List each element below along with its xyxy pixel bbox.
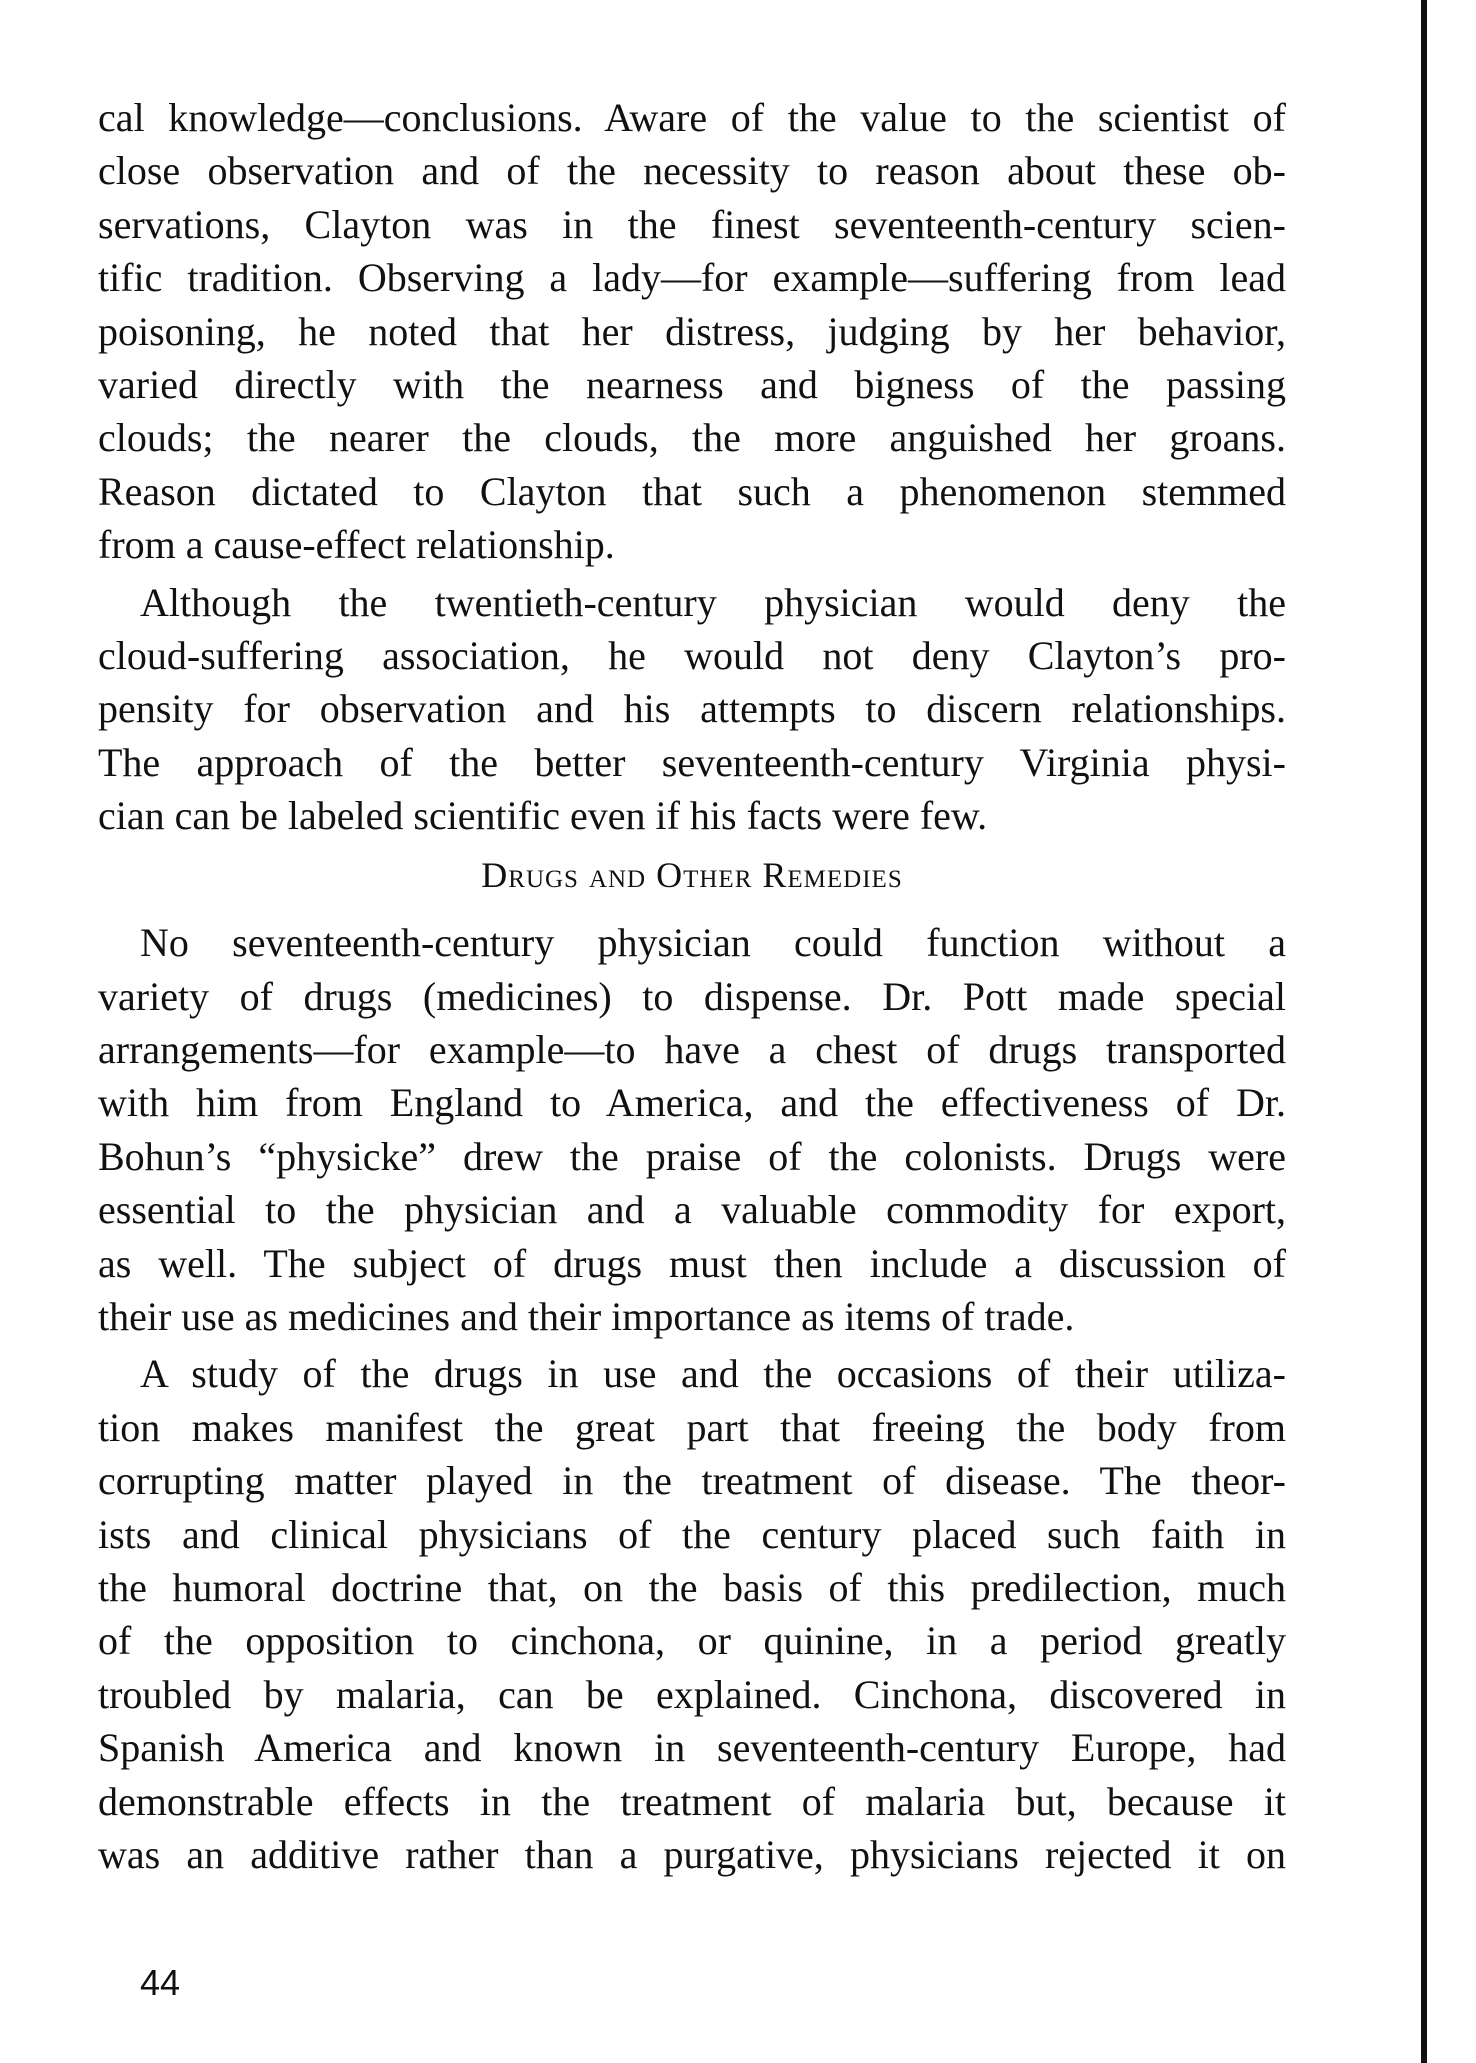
text-line: poisoning, he noted that her distress, judging by her behavior,	[98, 308, 1286, 354]
text-line: essential to the physician and a valuable commodity for export,	[98, 1187, 1286, 1233]
section-after-heading	[98, 916, 1286, 1881]
text-line: varied directly with the nearness and bigness of the passing	[98, 362, 1286, 408]
text-line: close observation and of the necessity to reason about these ob-	[98, 148, 1286, 194]
text-line: from a cause-effect relationship.	[98, 522, 615, 568]
text-line: their use as medicines and their importance as items of trade.	[98, 1293, 1075, 1339]
page-body	[98, 91, 1286, 1881]
page-number: 44	[140, 1962, 181, 2003]
text-line: Reason dictated to Clayton that such a phenomenon stemmed	[98, 468, 1286, 514]
page-edge-rule	[1421, 0, 1427, 2063]
section-before-heading	[98, 91, 1286, 843]
text-line: corrupting matter played in the treatment of disease. The theor-	[98, 1458, 1286, 1504]
text-line: pensity for observation and his attempts to discern relationships.	[98, 686, 1286, 732]
text-line: of the opposition to cinchona, or quinine, in a period greatly	[98, 1618, 1286, 1664]
text-line: as well. The subject of drugs must then include a discussion of	[98, 1240, 1286, 1286]
text-line: was an additive rather than a purgative, physicians rejected it on	[98, 1832, 1286, 1877]
text-line: the humoral doctrine that, on the basis of this predilection, much	[98, 1564, 1286, 1610]
paragraph	[98, 1347, 1286, 1881]
text-line: servations, Clayton was in the finest seventeenth-century scien-	[98, 201, 1286, 247]
text-line: Although the twentieth-century physician would deny the	[140, 579, 1286, 625]
paragraph	[98, 91, 1286, 572]
text-line: cal knowledge—conclusions. Aware of the value to the scientist of	[98, 95, 1286, 140]
text-line: troubled by malaria, can be explained. Cinchona, discovered in	[98, 1671, 1286, 1717]
section-heading: Drugs and Other Remedies	[481, 854, 903, 895]
paragraph	[98, 916, 1286, 1343]
text-line: with him from England to America, and the effectiveness of Dr.	[98, 1080, 1286, 1126]
text-line: tion makes manifest the great part that freeing the body from	[98, 1404, 1286, 1450]
paragraph	[98, 576, 1286, 843]
text-line: cloud-suffering association, he would not deny Clayton’s pro-	[98, 633, 1286, 679]
text-line: The approach of the better seventeenth-century Virginia physi-	[98, 739, 1286, 785]
text-line: arrangements—for example—to have a chest of drugs transported	[98, 1026, 1286, 1072]
text-line: Bohun’s “physicke” drew the praise of the colonists. Drugs were	[98, 1133, 1286, 1179]
text-line: No seventeenth-century physician could function without a	[140, 920, 1286, 966]
text-line: Spanish America and known in seventeenth-century Europe, had	[98, 1725, 1286, 1771]
text-line: A study of the drugs in use and the occasions of their utiliza-	[140, 1351, 1286, 1397]
text-line: ists and clinical physicians of the century placed such faith in	[98, 1511, 1286, 1557]
text-line: variety of drugs (medicines) to dispense. Dr. Pott made special	[98, 973, 1286, 1019]
text-line: tific tradition. Observing a lady—for example—suffering from lead	[98, 255, 1286, 301]
text-line: clouds; the nearer the clouds, the more anguished her groans.	[98, 415, 1286, 461]
text-line: demonstrable effects in the treatment of malaria but, because it	[98, 1778, 1286, 1824]
text-line: cian can be labeled scientific even if his facts were few.	[98, 793, 988, 839]
